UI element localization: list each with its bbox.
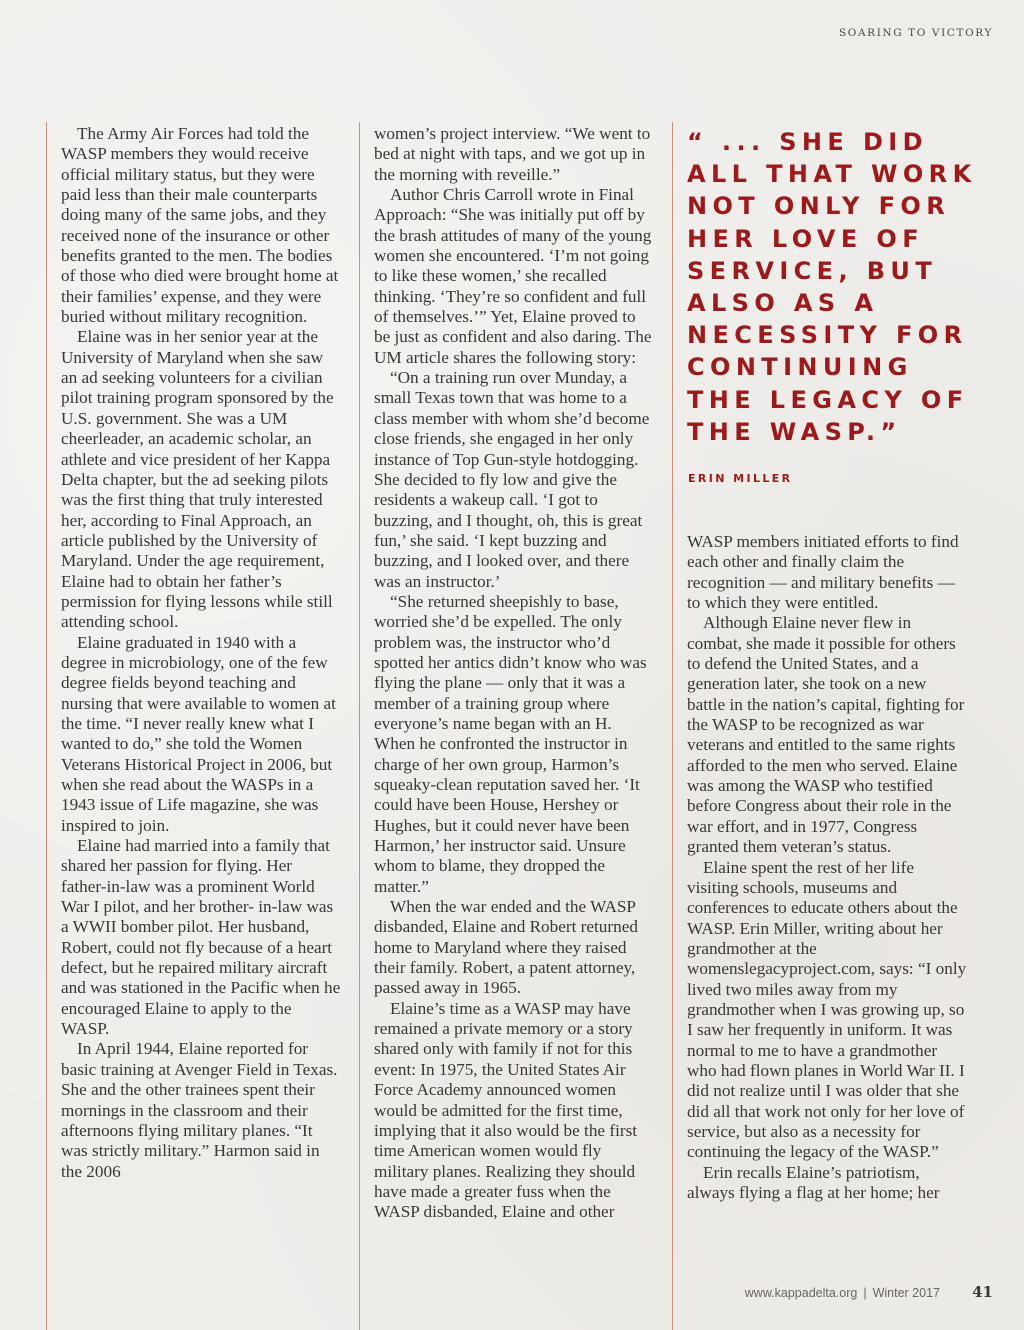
footer-separator: |: [863, 1286, 867, 1300]
running-head: SOARING TO VICTORY: [839, 27, 993, 39]
paragraph: In April 1944, Elaine reported for basic training at Avenger Field in Texas. She and the other trainees spent their mornings in the classroom and their afternoons flying military planes. “It was strictly military.” Harmon said in the 2006: [61, 1039, 338, 1181]
paragraph: Erin recalls Elaine’s patriotism, always flying a flag at her home; her: [687, 1162, 940, 1202]
paragraph: Elaine spent the rest of her life visiting schools, museums and conferences to educate others about the WASP. Erin Miller, writing about her grandmother at the womenslegacyproject.com, says: “I only lived two miles away from my grandmother when I was growing up, so I saw her frequently in uniform. It was normal to me to have a grandmother who had flown planes in World War II. I did not realize until I was older that she did all that work not only for her love of service, but also as a necessity for continuing the legacy of the WASP.”: [687, 857, 967, 1162]
paragraph: women’s project interview. “We went to bed at night with taps, and we got up in the morning with reveille.”: [374, 124, 651, 184]
paragraph: Although Elaine never flew in combat, she made it possible for others to defend the United States, and a generation later, she took on a new battle in the nation’s capital, fighting for the WASP to be recognized as war veterans and entitled to the same rights afforded to the men who served. Elaine was among the WASP who testified before Congress about their role in the war effort, and in 1977, Congress granted them veteran’s status.: [687, 613, 965, 857]
footer-website: www.kappadelta.org: [744, 1286, 858, 1300]
column-rule-right: [672, 122, 673, 1330]
paragraph: Elaine graduated in 1940 with a degree in microbiology, one of the few degree fields beyond teaching and nursing that were available to women at the time. “I never really knew what I wanted to do,” she told the Women Veterans Historical Project in 2006, but when she read about the WASPs in a 1943 issue of Life magazine, she was inspired to join.: [61, 632, 336, 835]
footer: [745, 1286, 940, 1300]
pull-quote: “ ... SHE DID ALL THAT WORK NOT ONLY FOR HER LOVE OF SERVICE, BUT ALSO AS A NECESSITY FOR CONTINUING THE LEGACY OF THE WASP.”: [687, 128, 977, 446]
paragraph: Elaine had married into a family that shared her passion for flying. Her father-in-law was a prominent World War I pilot, and her brother- in-law was a WWII bomber pilot. Her husband, Robert, could not fly because of a heart defect, but he repaired military aircraft and was stationed in the Pacific when he encouraged Elaine to apply to the WASP.: [61, 836, 341, 1039]
article-column-2: [374, 124, 654, 1223]
pull-quote-attribution: ERIN MILLER: [688, 472, 793, 485]
page-number: 41: [972, 1283, 993, 1301]
paragraph: Elaine was in her senior year at the University of Maryland when she saw an ad seeking volunteers for a civilian pilot training program sponsored by the U.S. government. She was a UM cheerleader, an academic scholar, an athlete and vice president of her Kappa Delta chapter, but the ad seeking pilots was the first thing that truly interested her, according to Final Approach, an article published by the University of Maryland. Under the age requirement, Elaine had to obtain her father’s permission for flying lessons while still attending school.: [61, 327, 334, 632]
article-column-1: [61, 124, 341, 1182]
column-rule-left: [46, 122, 47, 1330]
column-rule-middle: [359, 122, 360, 1330]
paragraph: The Army Air Forces had told the WASP members they would receive official military status, but they were paid less than their male counterparts doing many of the same jobs, and they received none of the insurance or other benefits granted to the men. The bodies of those who died were brought home at their families’ expense, and they were buried without military recognition.: [61, 124, 339, 327]
paragraph: “On a training run over Munday, a small Texas town that was home to a class member with whom she’d become close friends, she engaged in her only instance of Top Gun-style hotdogging. She decided to fly low and give the residents a wakeup call. ‘I got to buzzing, and I thought, oh, this is great fun,’ she said. ‘I kept buzzing and buzzing, and I looked over, and there was an instructor.’: [374, 368, 650, 591]
article-column-3: [687, 532, 967, 1203]
footer-issue: Winter 2017: [872, 1286, 940, 1300]
paragraph: “She returned sheepishly to base, worried she’d be expelled. The only problem was, the instructor who’d spotted her antics didn’t know who was flying the plane — only that it was a member of a training group where everyone’s name began with an H. When he confronted the instructor in charge of her own group, Harmon’s squeaky-clean reputation saved her. ‘It could have been House, Hershey or Hughes, but it could never have been Harmon,’ her instructor said. Unsure whom to blame, they dropped the matter.”: [374, 591, 647, 896]
paragraph: When the war ended and the WASP disbanded, Elaine and Robert returned home to Maryland where they raised their family. Robert, a patent attorney, passed away in 1965.: [374, 897, 638, 998]
paragraph: Author Chris Carroll wrote in Final Approach: “She was initially put off by the brash attitudes of many of the young women she encountered. ‘I’m not going to like these women,’ she recalled thinking. ‘They’re so confident and full of themselves.’” Yet, Elaine proved to be just as confident and also daring. The UM article shares the following story:: [374, 185, 652, 367]
paragraph: Elaine’s time as a WASP may have remained a private memory or a story shared only with family if not for this event: In 1975, the United States Air Force Academy announced women would be admitted for the first time, implying that it also would be the first time American women would fly military planes. Realizing they should have made a greater fuss when the WASP disbanded, Elaine and other: [374, 998, 638, 1222]
paragraph: WASP members initiated efforts to find each other and finally claim the recognition — and military benefits — to which they were entitled.: [687, 532, 959, 613]
